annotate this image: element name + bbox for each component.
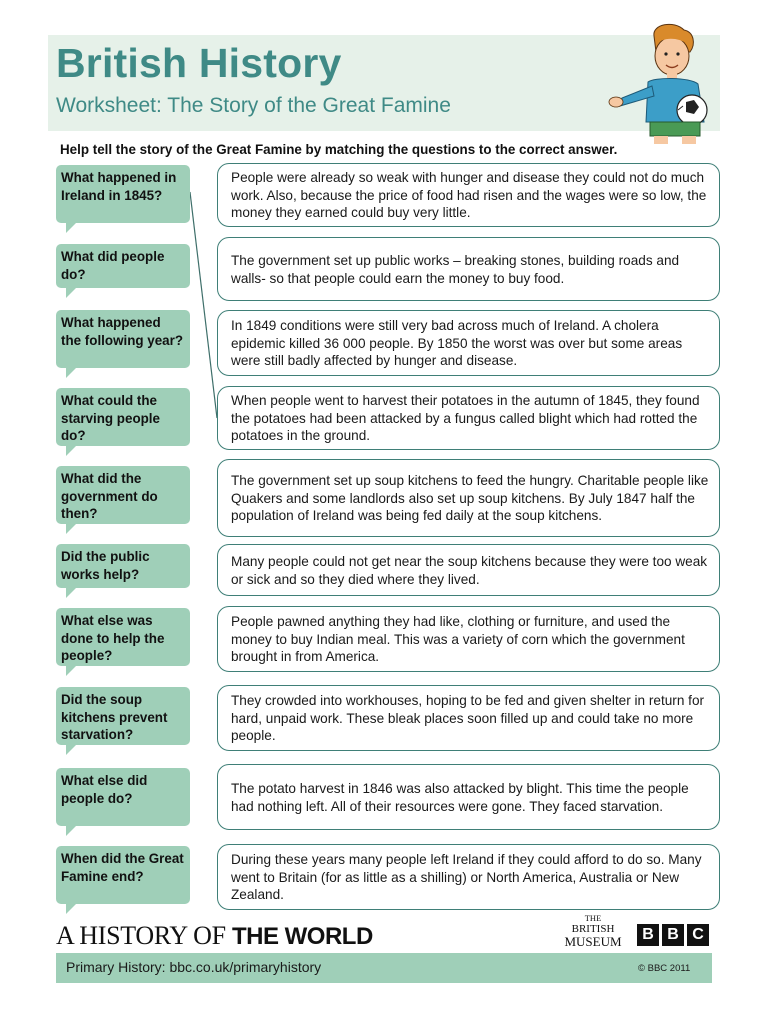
answer-box	[217, 844, 720, 910]
question-bubble	[56, 244, 190, 288]
answer-text: Many people could not get near the soup kitchens because they were too weak or sick and so they died where they lived.	[231, 553, 708, 587]
answer-box	[217, 459, 720, 537]
bbc-logo	[637, 924, 709, 946]
bbc-letter: B	[662, 924, 684, 946]
copyright: © BBC 2011	[638, 963, 691, 974]
question-bubble	[56, 768, 190, 826]
question-bubble	[56, 608, 190, 666]
bbc-letter: B	[637, 924, 659, 946]
answer-text: They crowded into workhouses, hoping to be fed and given shelter in return for hard, unpaid work. These bleak places soon filled up and could take no more people.	[231, 693, 705, 744]
answer-text: People pawned anything they had like, clothing or furniture, and used the money to buy Indian meal. This was a variety of corn which the government brought in from America.	[231, 614, 685, 665]
question-text: Did the public works help?	[61, 549, 150, 582]
question-bubble	[56, 165, 190, 223]
museum-line-2: BRITISH	[571, 923, 615, 935]
answer-text: People were already so weak with hunger and disease they could not do much work. Also, because the price of food had risen and the wages were so low, the money they earned could buy very little.	[231, 170, 707, 221]
primary-history-link[interactable]: Primary History: bbc.co.uk/primaryhistory	[66, 959, 322, 975]
answer-box	[217, 764, 720, 830]
question-bubble	[56, 846, 190, 904]
question-text: Did the soup kitchens prevent starvation?	[61, 692, 168, 742]
answer-box	[217, 310, 720, 376]
question-bubble	[56, 544, 190, 588]
answer-text: When people went to harvest their potatoes in the autumn of 1845, they found the potatoes had been attacked by a fungus called blight which had rotted the potatoes in the ground.	[231, 393, 700, 444]
a-history-of-the-world-logo	[56, 921, 373, 951]
question-bubble	[56, 388, 190, 446]
question-text: What happened the following year?	[61, 315, 184, 348]
museum-line-1: THE	[584, 913, 602, 923]
question-bubble	[56, 466, 190, 524]
answer-box	[217, 685, 720, 751]
question-bubble	[56, 310, 190, 368]
answer-text: In 1849 conditions were still very bad across much of Ireland. A cholera epidemic killed 36 000 people. By 1850 the worst was over but some areas were still badly affected by hunger and disease.	[231, 318, 683, 369]
logo-text-b: THE WORLD	[231, 923, 373, 950]
question-text: What did the government do then?	[61, 471, 158, 521]
answer-box	[217, 163, 720, 227]
question-text: What did people do?	[61, 249, 165, 282]
answer-text: During these years many people left Ireland if they could afford to do so. Many went to Britain (for as little as a shilling) or North America, Australia or New Zealand.	[231, 852, 702, 903]
answer-box	[217, 606, 720, 672]
answer-text: The potato harvest in 1846 was also attacked by blight. This time the people had nothing left. All of their resources were gone. They faced starvation.	[231, 780, 689, 814]
british-museum-logo	[560, 914, 626, 948]
answer-text: The government set up public works – breaking stones, building roads and walls- so that people could earn the money to buy food.	[231, 252, 680, 286]
question-text: What could the starving people do?	[61, 393, 160, 443]
page-subtitle: Worksheet: The Story of the Great Famine	[56, 94, 451, 117]
answer-box	[217, 386, 720, 450]
boy-with-football-illustration	[604, 22, 718, 144]
answer-box	[217, 237, 720, 301]
bbc-letter: C	[687, 924, 709, 946]
page-title: British History	[56, 40, 342, 86]
question-text: What else was done to help the people?	[61, 613, 165, 663]
question-text: When did the Great Famine end?	[61, 851, 184, 884]
question-text: What happened in Ireland in 1845?	[61, 170, 177, 203]
answer-text: The government set up soup kitchens to feed the hungry. Charitable people like Quakers and some landlords also set up soup kitchens. By July 1847 half the population of Ireland was being fed daily at the soup kitchens.	[231, 473, 709, 524]
answer-box	[217, 544, 720, 596]
instructions: Help tell the story of the Great Famine by matching the questions to the correct answer.	[60, 142, 618, 157]
museum-line-3: MUSEUM	[564, 934, 622, 949]
logo-text-a: A HISTORY OF	[56, 921, 226, 950]
question-bubble	[56, 687, 190, 745]
question-text: What else did people do?	[61, 773, 148, 806]
